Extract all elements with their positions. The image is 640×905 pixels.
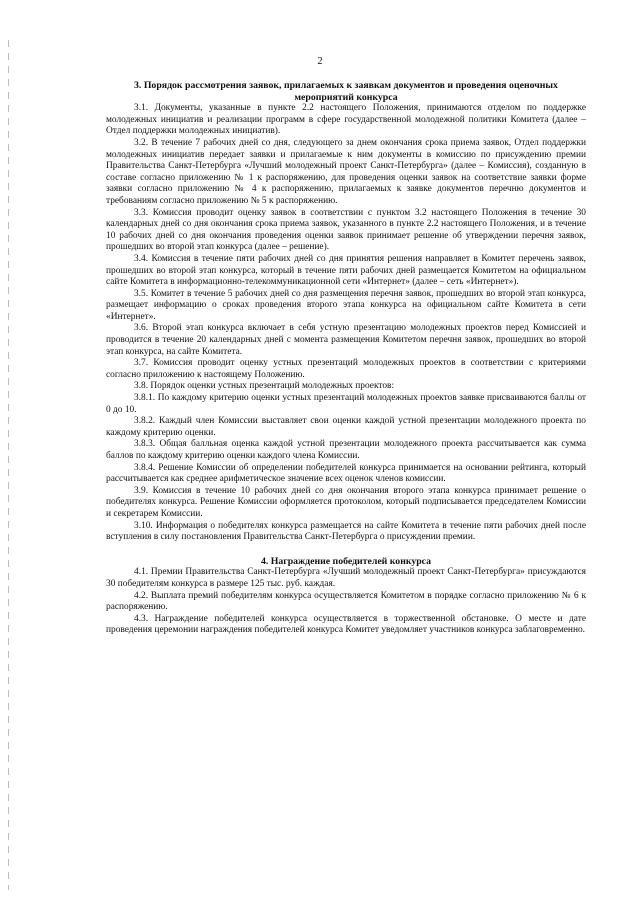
paragraph-3-10: 3.10. Информация о победителях конкурса размещается на сайте Комитета в течение пяти рабочих дней после вступления в силу постановления Правительства Санкт-Петербурга о присуждении премии.: [106, 520, 586, 543]
paragraph-3-7: 3.7. Комиссия проводит оценку устных презентаций молодежных проектов в соответствии с критериями согласно приложению к настоящему Положению.: [106, 358, 586, 380]
paragraph-3-8: 3.8. Порядок оценки устных презентаций молодежных проектов:: [134, 381, 395, 392]
paragraph-3-2: 3.2. В течение 7 рабочих дней со дня, следующего за днем окончания срока приема заявок, Отдел поддержки молодежных инициатив передает заявки и прилагаемые к ним документы в комиссию по присуждению премии Правительства Санкт-Петербурга «Лучший молодежный проект Санкт-Петербурга» (далее – Комиссия), созданную в составе согласно приложению № 1 к распоряжению, для проведения оценки заявок на соответствие заявки форме заявки согласно приложению № 4 к распоряжению, прилагаемых к заявке документов перечню документов и требованиям согласно приложению № 5 к распоряжению.: [106, 137, 586, 206]
paragraph-3-8-2: 3.8.2. Каждый член Комиссии выставляет свои оценки каждой устной презентации молодежного проекта по каждому критерию оценки.: [106, 416, 586, 438]
scan-edge-line: [8, 40, 9, 890]
document-body: [106, 80, 586, 637]
paragraph-3-8-3: 3.8.3. Общая балльная оценка каждой устной презентации молодежного проекта рассчитывается как сумма баллов по каждому критерию оценки каждого члена Комиссии.: [106, 439, 586, 461]
paragraph-3-4: 3.4. Комиссия в течение пяти рабочих дней со дня принятия решения направляет в Комитет перечень заявок, прошедших во второй этап конкурса, который в течение пяти рабочих дней размещается Комитетом на официальном сайте Комитета в информационно-телекоммуникационной сети «Интернет» (далее – сеть «Интернет»).: [106, 253, 586, 288]
paragraph-3-8-4: 3.8.4. Решение Комиссии об определении победителей конкурса принимается на основании рейтинга, который рассчитывается как среднее арифметическое значение всех оценок членов комиссии.: [106, 462, 586, 485]
paragraph-3-5: 3.5. Комитет в течение 5 рабочих дней со дня размещения перечня заявок, прошедших во второй этап конкурса, размещает информацию о сроках проведения второго этапа конкурса на официальном сайте Комитета в сети «Интернет».: [106, 288, 586, 322]
paragraph-4-3: 4.3. Награждение победителей конкурса осуществляется в торжественной обстановке. О месте и дате проведения церемонии награждения победителей конкурса Комитет уведомляет участников конкурса заблаговременно.: [106, 613, 586, 636]
paragraph-3-8-1: 3.8.1. По каждому критерию оценки устных презентаций молодежных проектов заявке присваиваются баллы от 0 до 10.: [106, 393, 586, 415]
paragraph-4-2: 4.2. Выплата премий победителям конкурса осуществляется Комитетом в порядке согласно приложению № 6 к распоряжению.: [106, 590, 586, 613]
paragraph-3-3: 3.3. Комиссия проводит оценку заявок в соответствии с пунктом 3.2 настоящего Положения в течение 30 календарных дней со дня окончания срока приема заявок, указанного в пункте 2.2 настоящего Положения, и в течение 10 рабочих дней со дня окончания проведения оценки заявок принимает решение об утверждении перечня заявок, прошедших во второй этап конкурса (далее – решение).: [106, 207, 586, 253]
paragraph-3-1: 3.1. Документы, указанные в пункте 2.2 настоящего Положения, принимаются отделом по поддержке молодежных инициатив и реализации программ в сфере государственной молодежной политики Комитета (далее – Отдел поддержки молодежных инициатив).: [106, 103, 586, 137]
paragraph-4-1: 4.1. Премии Правительства Санкт-Петербурга «Лучший молодежный проект Санкт-Петербурга» присуждаются 30 победителям конкурса в размере 125 тыс. руб. каждая.: [106, 567, 586, 589]
section-4-heading: 4. Награждение победителей конкурса: [260, 555, 432, 567]
page-number: 2: [317, 56, 323, 67]
section-3-heading: 3. Порядок рассмотрения заявок, прилагаемых к заявкам документов и проведения оценочных мероприятий конкурса: [134, 80, 558, 103]
paragraph-3-9: 3.9. Комиссия в течение 10 рабочих дней со дня окончания второго этапа конкурса принимает решение о победителях конкурса. Решение Комиссии оформляется протоколом, который подписывается председателем Комиссии и секретарем Комиссии.: [106, 485, 586, 519]
paragraph-3-6: 3.6. Второй этап конкурса включает в себя устную презентацию молодежных проектов перед Комиссией и проводится в течение 20 календарных дней с момента размещения Комитетом перечня заявок, прошедших во второй этап конкурса, на сайте Комитета.: [106, 323, 586, 357]
